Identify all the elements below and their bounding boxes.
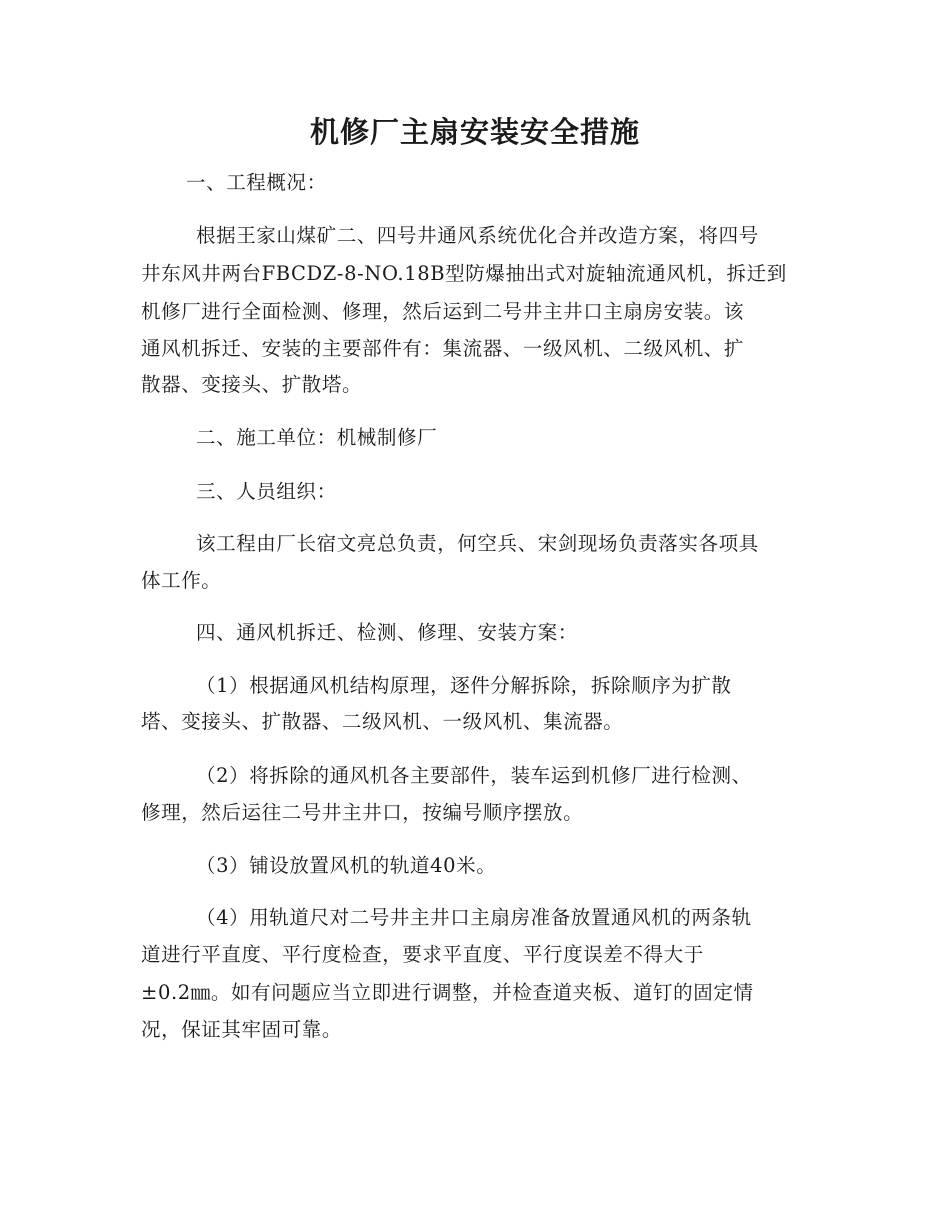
document-title: 机修厂主扇安装安全措施 — [309, 115, 640, 149]
paragraph-line: 道进行平直度、平行度检查，要求平直度、平行度误差不得大于 — [141, 943, 704, 966]
paragraph-line: 修理，然后运往二号井主井口，按编号顺序摆放。 — [141, 801, 584, 824]
paragraph-line: 塔、变接头、扩散器、二级风机、一级风机、集流器。 — [141, 710, 624, 733]
paragraph-line: 该工程由厂长宿文亮总负责，何空兵、宋剑现场负责落实各项具 — [196, 532, 759, 555]
section-heading-contractor: 二、施工单位：机械制修厂 — [196, 426, 438, 449]
paragraph-line: （4）用轨道尺对二号井主井口主扇房准备放置通风机的两条轨 — [196, 906, 752, 929]
paragraph-line: 体工作。 — [141, 569, 222, 592]
section-heading-personnel: 三、人员组织： — [196, 480, 337, 503]
paragraph-line: （2）将拆除的通风机各主要部件，装车运到机修厂进行检测、 — [196, 764, 752, 787]
paragraph-line: （3）铺设放置风机的轨道40米。 — [196, 854, 497, 877]
paragraph-line: ±0.2㎜。如有问题应当立即进行调整，并检查道夹板、道钉的固定情 — [141, 981, 754, 1004]
section-heading-overview: 一、工程概况： — [186, 171, 327, 194]
section-heading-plan: 四、通风机拆迁、检测、修理、安装方案： — [196, 621, 578, 644]
paragraph-line: 通风机拆迁、安装的主要部件有：集流器、一级风机、二级风机、扩 — [141, 337, 745, 360]
paragraph-line: 机修厂进行全面检测、修理，然后运到二号井主井口主扇房安装。该 — [141, 300, 745, 323]
paragraph-line: 散器、变接头、扩散塔。 — [141, 373, 363, 396]
paragraph-line: 井东风井两台FBCDZ-8-NO.18B型防爆抽出式对旋轴流通风机，拆迁到 — [141, 262, 787, 285]
paragraph-line: （1）根据通风机结构原理，逐件分解拆除，拆除顺序为扩散 — [196, 674, 732, 697]
paragraph-line: 况，保证其牢固可靠。 — [141, 1018, 343, 1041]
paragraph-line: 根据王家山煤矿二、四号井通风系统优化合并改造方案，将四号 — [196, 224, 759, 247]
